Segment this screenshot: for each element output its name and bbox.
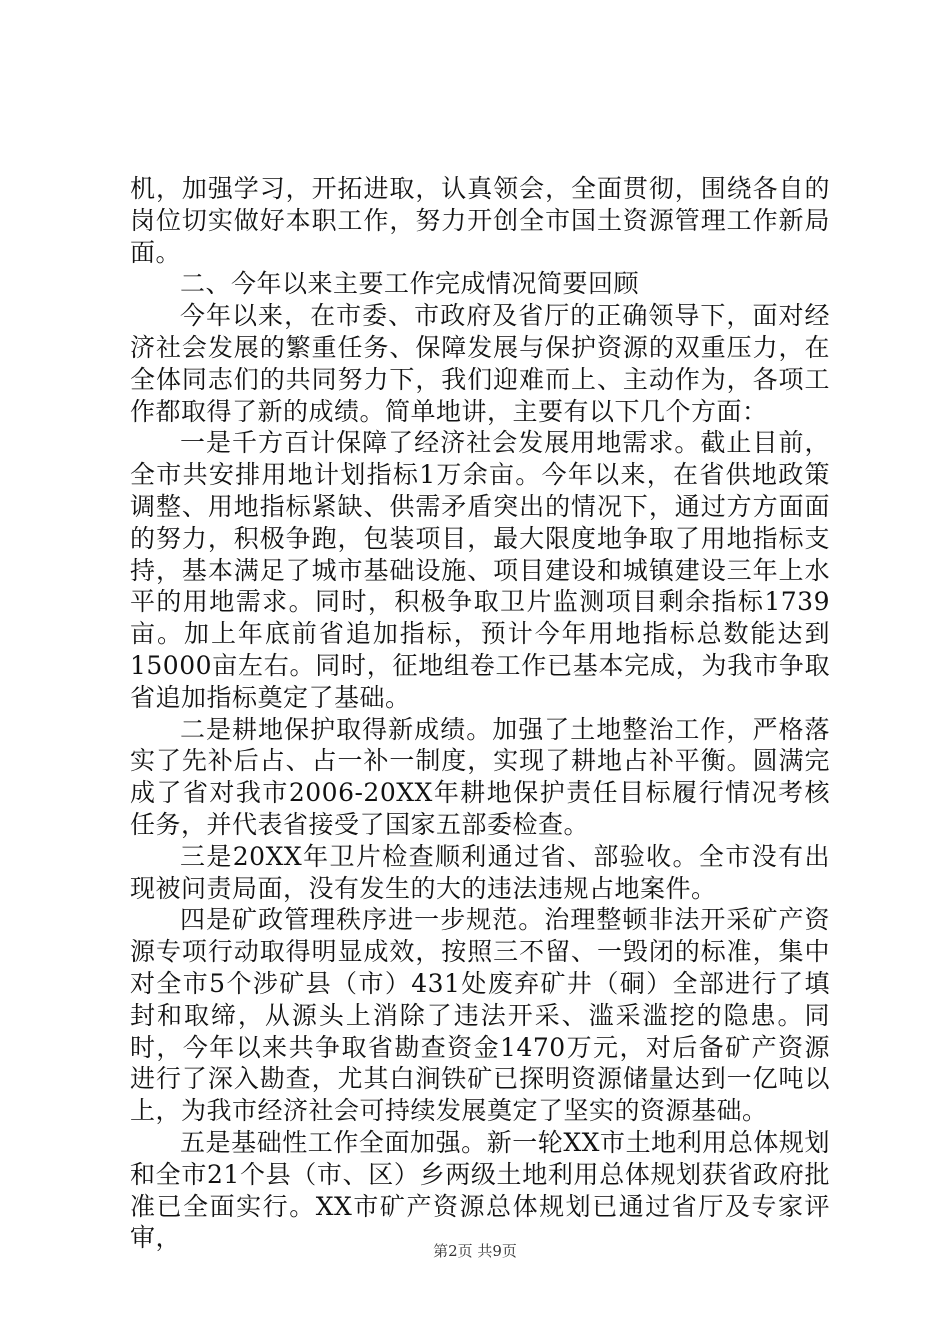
paragraph-item-5: 五是基础性工作全面加强。新一轮XX市土地利用总体规划和全市21个县（市、区）乡两级土地利用总体规划获省政府批准已全面实行。XX市矿产资源总体规划已通过省厅及专家评审， bbox=[130, 1127, 830, 1253]
page-footer: 第2页 共9页 bbox=[433, 1242, 517, 1260]
paragraph-item-3: 三是20XX年卫片检查顺利通过省、部验收。全市没有出现被问责局面，没有发生的大的违法违规占地案件。 bbox=[130, 841, 830, 903]
paragraph-item-4: 四是矿政管理秩序进一步规范。治理整顿非法开采矿产资源专项行动取得明显成效，按照三不留、一毁闭的标准，集中对全市5个涉矿县（市）431处废弃矿井（硐）全部进行了填封和取缔，从源头上消除了违法开采、滥采滥挖的隐患。同时，今年以来共争取省勘查资金1470万元，对后备矿产资源进行了深入勘查，尤其白涧铁矿已探明资源储量达到一亿吨以上，为我市经济社会可持续发展奠定了坚实的资源基础。 bbox=[130, 905, 830, 1126]
paragraph-item-1: 一是千方百计保障了经济社会发展用地需求。截止目前，全市共安排用地计划指标1万余亩。今年以来，在省供地政策调整、用地指标紧缺、供需矛盾突出的情况下，通过方方面面的努力，积极争跑，包装项目，最大限度地争取了用地指标支持，基本满足了城市基础设施、项目建设和城镇建设三年上水平的用地需求。同时，积极争取卫片监测项目剩余指标1739亩。加上年底前省追加指标，预计今年用地指标总数能达到15000亩左右。同时，征地组卷工作已基本完成，为我市争取省追加指标奠定了基础。 bbox=[130, 428, 830, 712]
paragraph-item-2: 二是耕地保护取得新成绩。加强了土地整治工作，严格落实了先补后占、占一补一制度，实现了耕地占补平衡。圆满完成了省对我市2006-20XX年耕地保护责任目标履行情况考核任务，并代表省接受了国家五部委检查。 bbox=[130, 714, 830, 839]
document-body bbox=[130, 173, 830, 1254]
paragraph-continuation: 机，加强学习，开拓进取，认真领会，全面贯彻，围绕各自的岗位切实做好本职工作，努力开创全市国土资源管理工作新局面。 bbox=[130, 174, 830, 267]
paragraph-intro: 今年以来，在市委、市政府及省厅的正确领导下，面对经济社会发展的繁重任务、保障发展与保护资源的双重压力，在全体同志们的共同努力下，我们迎难而上、主动作为，各项工作都取得了新的成绩。简单地讲，主要有以下几个方面： bbox=[130, 301, 830, 426]
section-heading: 二、今年以来主要工作完成情况简要回顾 bbox=[180, 269, 640, 299]
